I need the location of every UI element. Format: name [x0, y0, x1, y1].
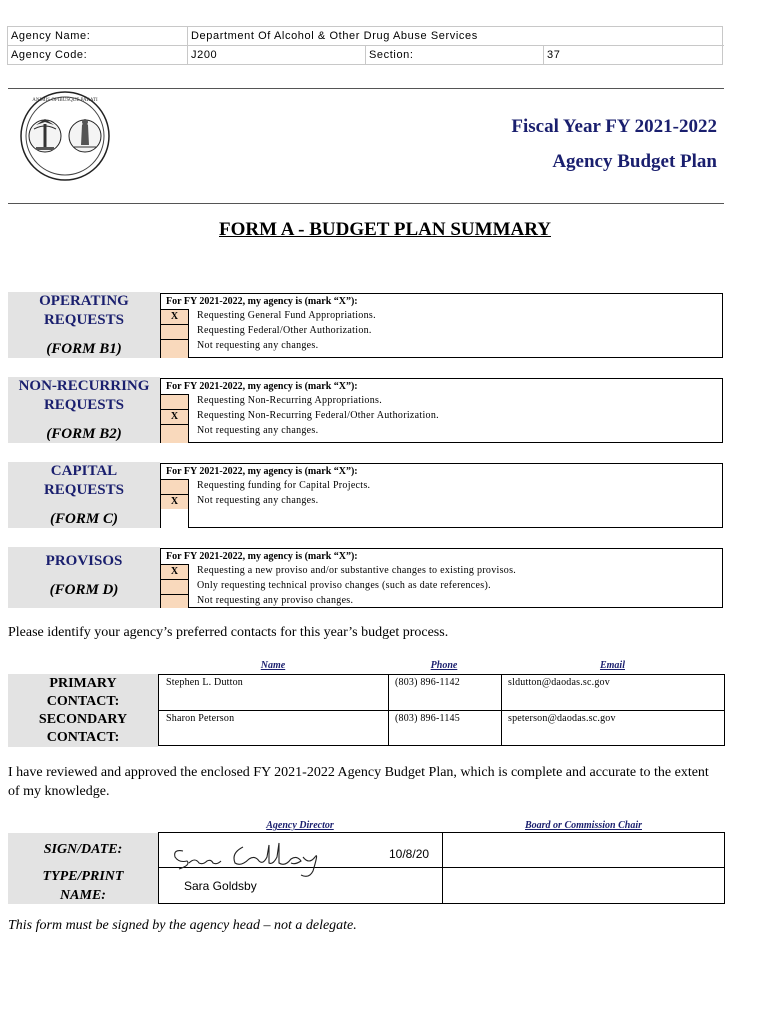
- secondary-contact-label: SECONDARY: [38, 712, 128, 727]
- divider: [442, 833, 443, 903]
- signature-table: [158, 832, 725, 904]
- primary-contact-name[interactable]: Stephen L. Dutton: [166, 677, 244, 688]
- option-text: Requesting a new proviso and/or substantive changes to existing provisos.: [197, 565, 517, 576]
- secondary-contact-phone[interactable]: (803) 896-1145: [395, 713, 460, 724]
- non-recurring-options: [160, 378, 723, 443]
- mark-checkbox[interactable]: [161, 324, 189, 339]
- approval-statement: I have reviewed and approved the enclosed FY 2021-2022 Agency Budget Plan, which is complete and accurate to the extent: [8, 765, 709, 780]
- options-heading: For FY 2021-2022, my agency is (mark “X”):: [166, 296, 358, 307]
- mark-checkbox[interactable]: X: [161, 309, 189, 324]
- provisos-options: [160, 548, 723, 608]
- section-form-ref: (FORM C): [50, 511, 118, 527]
- option-text: Not requesting any changes.: [197, 495, 319, 506]
- option-text: Requesting Non-Recurring Federal/Other Authorization.: [197, 410, 439, 421]
- mark-checkbox[interactable]: [161, 424, 189, 443]
- section-value: 37: [547, 49, 561, 61]
- provisos-label: [8, 547, 160, 608]
- state-seal-icon: [14, 89, 116, 184]
- agency-director-heading: Agency Director: [266, 820, 334, 831]
- mark-checkbox[interactable]: [161, 479, 189, 494]
- option-text: Requesting General Fund Appropriations.: [197, 310, 376, 321]
- agency-code-label: Agency Code:: [8, 46, 188, 65]
- contacts-col-phone: Phone: [430, 660, 458, 671]
- agency-name-label: Agency Name:: [8, 27, 188, 46]
- section-label: Section:: [366, 46, 544, 65]
- type-print-label-line: NAME:: [60, 888, 106, 903]
- sign-date-value[interactable]: 10/8/20: [389, 847, 430, 861]
- director-signature[interactable]: [169, 835, 349, 879]
- section-form-ref: (FORM B1): [46, 341, 122, 357]
- option-text: Requesting Federal/Other Authorization.: [197, 325, 372, 336]
- mark-checkbox[interactable]: [161, 579, 189, 594]
- section-form-ref: (FORM B2): [46, 426, 122, 442]
- empty-mark-cell: [161, 509, 189, 528]
- mark-checkbox[interactable]: X: [161, 409, 189, 424]
- option-text: Not requesting any changes.: [197, 340, 319, 351]
- primary-contact-phone[interactable]: (803) 896-1142: [395, 677, 460, 688]
- approval-statement-cont: of my knowledge.: [8, 784, 110, 799]
- contacts-table: [158, 674, 725, 746]
- capital-options: [160, 463, 723, 528]
- section-label-line: REQUESTS: [43, 312, 125, 328]
- section-form-ref: (FORM D): [49, 582, 119, 598]
- type-print-label-line: TYPE/PRINT: [42, 869, 124, 884]
- option-text: Requesting Non-Recurring Appropriations.: [197, 395, 383, 406]
- board-chair-heading: Board or Commission Chair: [525, 820, 642, 831]
- agency-name-value: Department Of Alcohol & Other Drug Abuse Services: [188, 27, 724, 46]
- contact-labels: [8, 674, 158, 747]
- type-print-name-label: [8, 867, 158, 904]
- fiscal-year-title: Fiscal Year FY 2021-2022: [511, 116, 717, 137]
- primary-contact-label: CONTACT:: [46, 694, 120, 709]
- section-label-line: REQUESTS: [43, 397, 125, 413]
- form-title: FORM A - BUDGET PLAN SUMMARY: [218, 219, 551, 240]
- contacts-intro: Please identify your agency’s preferred contacts for this year’s budget process.: [8, 625, 449, 640]
- option-text: Not requesting any proviso changes.: [197, 595, 354, 606]
- footer-note: This form must be signed by the agency head – not a delegate.: [8, 918, 357, 933]
- mark-checkbox[interactable]: X: [161, 564, 189, 579]
- option-text: Not requesting any changes.: [197, 425, 319, 436]
- options-heading: For FY 2021-2022, my agency is (mark “X”):: [166, 466, 358, 477]
- secondary-contact-label: CONTACT:: [46, 730, 120, 745]
- sign-date-label: SIGN/DATE:: [8, 833, 158, 867]
- contacts-col-email: Email: [599, 660, 625, 671]
- section-label-line: CAPITAL: [50, 463, 118, 479]
- option-text: Only requesting technical proviso changes (such as date references).: [197, 580, 491, 591]
- section-label-line: REQUESTS: [43, 482, 125, 498]
- printed-name-value[interactable]: Sara Goldsby: [184, 879, 257, 893]
- mark-checkbox[interactable]: [161, 594, 189, 608]
- mark-checkbox[interactable]: X: [161, 494, 189, 509]
- primary-contact-email[interactable]: sldutton@daodas.sc.gov: [508, 677, 610, 688]
- operating-requests-label: [8, 292, 160, 358]
- section-label-line: OPERATING: [39, 293, 129, 309]
- budget-plan-title: Agency Budget Plan: [552, 151, 717, 172]
- non-recurring-requests-label: [8, 377, 160, 443]
- section-label-line: NON-RECURRING: [18, 378, 150, 394]
- primary-contact-label: PRIMARY: [49, 676, 117, 691]
- title-divider: [8, 203, 724, 204]
- options-heading: For FY 2021-2022, my agency is (mark “X”):: [166, 381, 358, 392]
- option-text: Requesting funding for Capital Projects.: [197, 480, 371, 491]
- mark-checkbox[interactable]: [161, 394, 189, 409]
- contacts-col-name: Name: [260, 660, 286, 671]
- section-label-line: PROVISOS: [45, 553, 123, 569]
- operating-options: [160, 293, 723, 358]
- options-heading: For FY 2021-2022, my agency is (mark “X”):: [166, 551, 358, 562]
- agency-code-value: J200: [188, 46, 366, 65]
- secondary-contact-email[interactable]: speterson@daodas.sc.gov: [508, 713, 616, 724]
- secondary-contact-name[interactable]: Sharon Peterson: [166, 713, 235, 724]
- capital-requests-label: [8, 462, 160, 528]
- agency-info-table: [7, 26, 723, 65]
- svg-text:ANIMIS OPIBUSQUE PARATI: ANIMIS OPIBUSQUE PARATI: [32, 98, 98, 103]
- mark-checkbox[interactable]: [161, 339, 189, 358]
